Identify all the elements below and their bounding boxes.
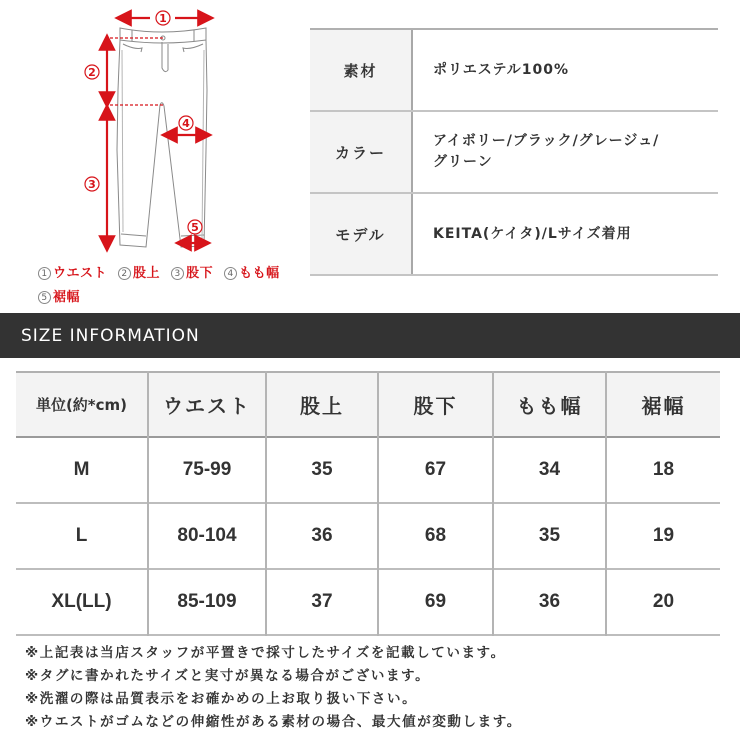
table-cell: 85-109: [148, 569, 266, 635]
table-cell: 35: [493, 503, 606, 569]
note-line: ※洗濯の際は品質表示をお確かめの上お取り扱い下さい。: [25, 691, 418, 707]
pants-measurement-diagram: [0, 0, 300, 310]
spec-row-color: [310, 112, 718, 194]
pants-outline-icon: [0, 0, 300, 260]
spec-value: KEITA(ケイタ)/Lサイズ着用: [433, 225, 632, 242]
size-label: XL(LL): [16, 569, 148, 635]
table-cell: 68: [378, 503, 493, 569]
spec-value: アイボリー/ブラック/グレージュ/ グリーン: [433, 133, 660, 170]
spec-row-material: [310, 30, 718, 112]
size-label: L: [16, 503, 148, 569]
table-cell: 18: [652, 459, 675, 480]
svg-text:4: 4: [182, 117, 190, 130]
table-row: [16, 569, 720, 635]
section-title: SIZE INFORMATION: [21, 325, 200, 346]
column-header-thigh: もも幅: [493, 372, 606, 437]
spec-label: 素材: [310, 30, 413, 110]
column-header-inseam: 股下: [378, 372, 493, 437]
product-spec-table: [310, 28, 718, 276]
legend-item-hem: 5 裾幅: [38, 290, 80, 305]
table-cell: 34: [493, 437, 606, 503]
table-cell: 37: [266, 569, 378, 635]
table-cell: 75-99: [148, 437, 266, 503]
spec-label: カラー: [310, 112, 413, 192]
legend-item-waist: 1 ウエスト: [38, 266, 107, 281]
table-cell: 20: [652, 591, 675, 612]
spec-value: ポリエステル100%: [433, 61, 569, 78]
size-information-header: [0, 313, 740, 358]
size-notes: [25, 642, 522, 734]
legend-item-thigh: 4 もも幅: [224, 266, 280, 281]
column-header-unit: 単位(約*cm): [16, 372, 148, 437]
spec-row-model: [310, 194, 718, 276]
svg-text:3: 3: [88, 178, 96, 191]
column-header-hem: 裾幅: [641, 394, 686, 418]
note-line: ※上記表は当店スタッフが平置きで採寸したサイズを記載しています。: [25, 645, 506, 661]
size-chart-table: [16, 371, 720, 636]
measurement-legend-line-2: [38, 286, 86, 305]
table-row: [16, 437, 720, 503]
svg-text:5: 5: [191, 221, 199, 234]
table-row: [16, 503, 720, 569]
table-cell: 19: [652, 525, 675, 546]
measurement-legend-line-1: [38, 262, 286, 281]
table-header-row: [16, 372, 720, 437]
size-label: M: [16, 437, 148, 503]
table-cell: 80-104: [148, 503, 266, 569]
table-cell: 67: [378, 437, 493, 503]
column-header-waist: ウエスト: [148, 372, 266, 437]
table-cell: 36: [266, 503, 378, 569]
legend-item-inseam: 3 股下: [171, 266, 213, 281]
note-line: ※タグに書かれたサイズと実寸が異なる場合がございます。: [25, 668, 431, 684]
svg-text:2: 2: [88, 66, 96, 79]
note-line: ※ウエストがゴムなどの伸縮性がある素材の場合、最大値が変動します。: [25, 714, 522, 730]
spec-label: モデル: [310, 194, 413, 274]
legend-item-rise: 2 股上: [118, 266, 160, 281]
svg-text:1: 1: [159, 12, 167, 25]
table-cell: 36: [493, 569, 606, 635]
table-cell: 69: [378, 569, 493, 635]
column-header-rise: 股上: [266, 372, 378, 437]
table-cell: 35: [266, 437, 378, 503]
